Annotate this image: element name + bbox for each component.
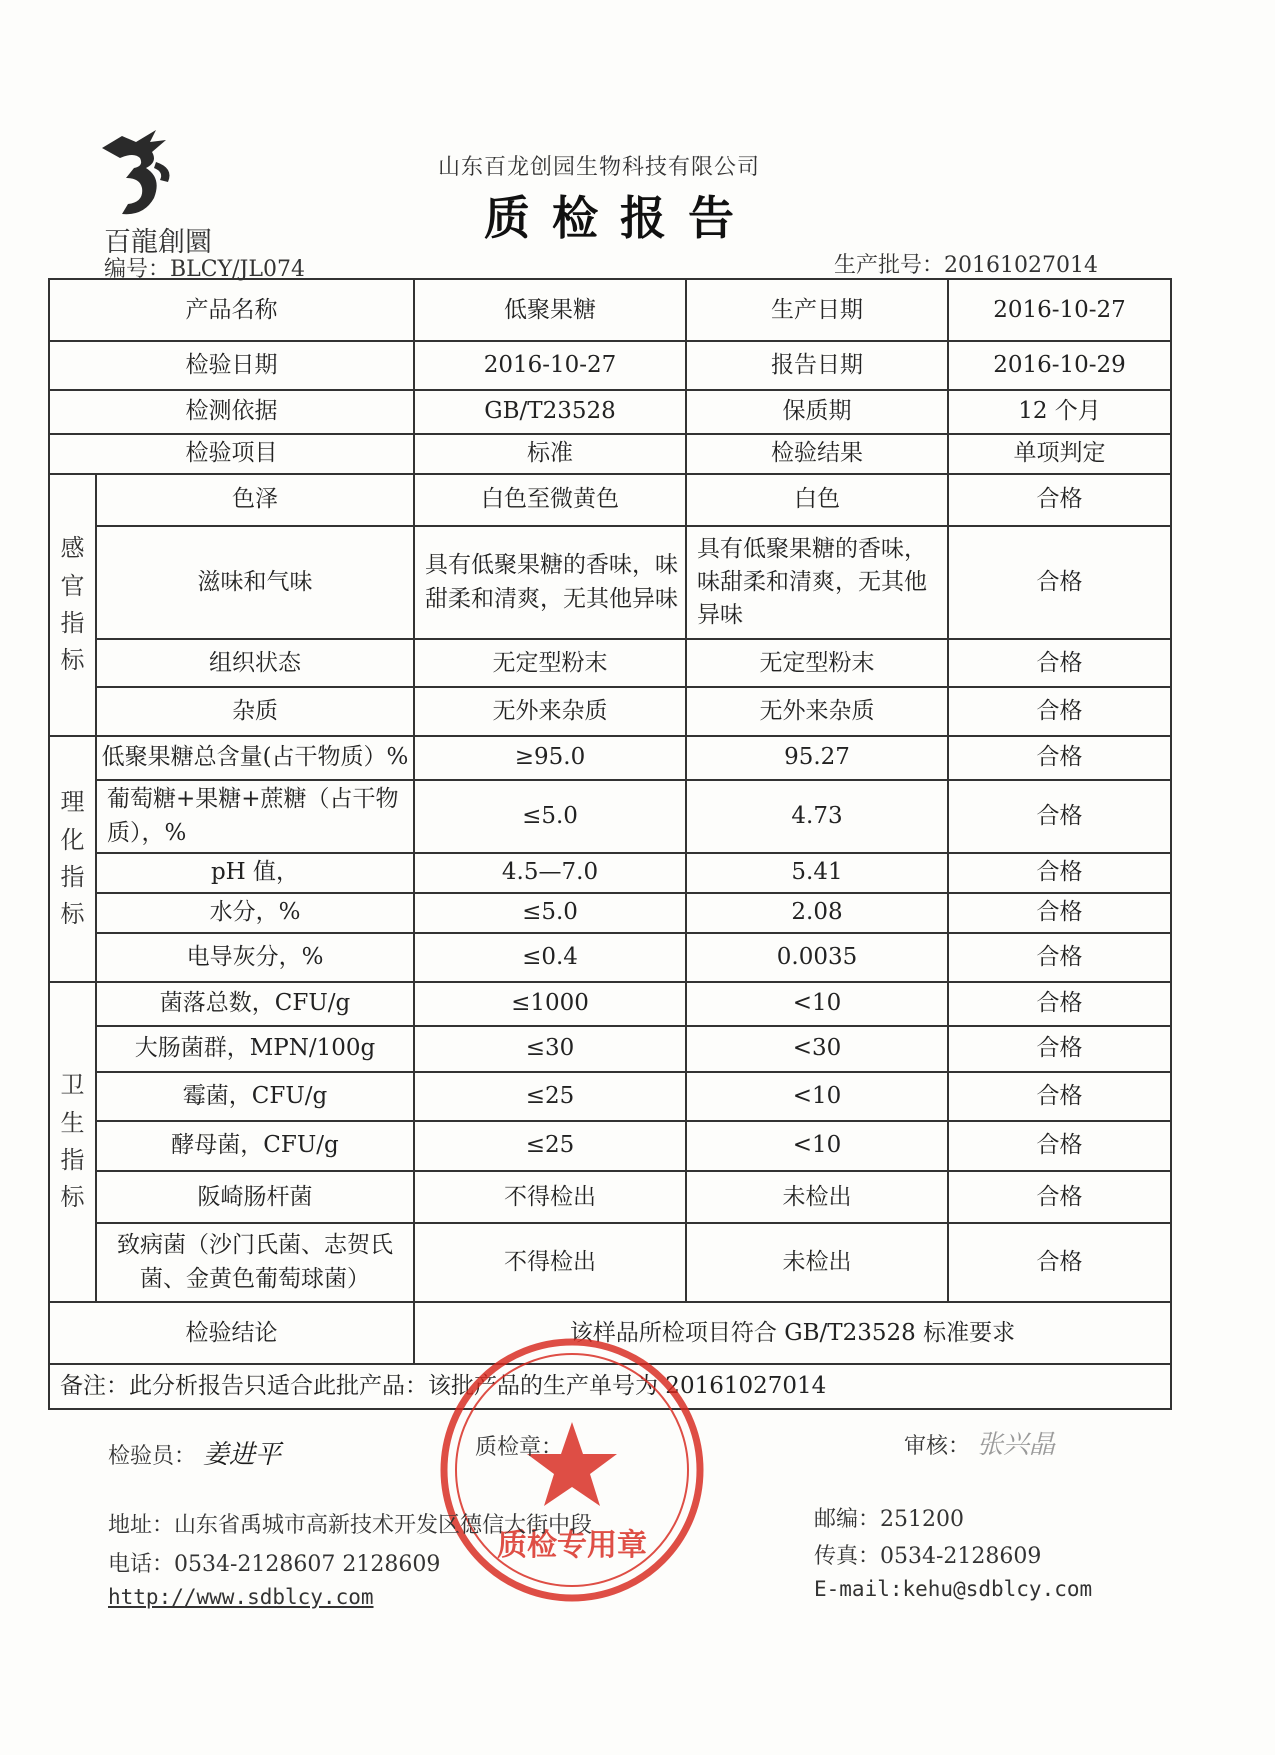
table-row: [49, 1121, 1171, 1171]
standard-value: 不得检出: [414, 1223, 686, 1302]
inspection-date-label: 检验日期: [49, 341, 414, 389]
item-name: 致病菌（沙门氏菌、志贺氏菌、金黄色葡萄球菌）: [96, 1223, 414, 1302]
standard-value: 4.5—7.0: [414, 853, 686, 893]
item-name: 滋味和气味: [96, 526, 414, 639]
standard-value: ≤25: [414, 1121, 686, 1171]
table-row: [49, 933, 1171, 981]
judgment-value: 合格: [948, 1223, 1171, 1302]
result-value: 无外来杂质: [686, 687, 948, 735]
report-code-label: 编号：: [104, 257, 171, 282]
item-name: 低聚果糖总含量(占干物质）%: [96, 736, 414, 780]
conclusion-label: 检验结论: [49, 1302, 414, 1364]
report-code-value: BLCY/JL074: [170, 257, 305, 282]
column-header-result: 检验结果: [686, 434, 948, 474]
table-row: [49, 780, 1171, 853]
standard-value: 不得检出: [414, 1171, 686, 1223]
result-value: 具有低聚果糖的香味，味甜柔和清爽，无其他异味: [686, 526, 948, 639]
result-value: 5.41: [686, 853, 948, 893]
table-row: [49, 526, 1171, 639]
quality-stamp-icon: [432, 1330, 712, 1610]
table-row: [49, 1072, 1171, 1120]
result-value: 白色: [686, 474, 948, 526]
judgment-value: 合格: [948, 1026, 1171, 1072]
item-name: 菌落总数，CFU/g: [96, 982, 414, 1026]
table-row: [49, 853, 1171, 893]
footer-fax: 传真：0534-2128609: [814, 1544, 1042, 1569]
judgment-value: 合格: [948, 687, 1171, 735]
reviewer-label: 审核：: [904, 1434, 971, 1459]
qc-stamp-label: 质检章：: [475, 1435, 564, 1460]
table-row: [49, 1223, 1171, 1302]
standard-value: ≥95.0: [414, 736, 686, 780]
judgment-value: 合格: [948, 1072, 1171, 1120]
item-name: 酵母菌，CFU/g: [96, 1121, 414, 1171]
item-name: 电导灰分，%: [96, 933, 414, 981]
judgment-value: 合格: [948, 639, 1171, 687]
footer-email[interactable]: E-mail:kehu@sdblcy.com: [814, 1577, 1093, 1601]
standard-value: 具有低聚果糖的香味，味甜柔和清爽，无其他异味: [414, 526, 686, 639]
table-row: [49, 893, 1171, 933]
standard-value: ≤5.0: [414, 780, 686, 853]
remark-text: 备注：此分析报告只适合此批产品：该批产品的生产单号为 20161027014: [49, 1364, 1171, 1409]
production-date-value: 2016-10-27: [948, 279, 1171, 341]
inspector-label: 检验员：: [108, 1444, 197, 1469]
item-name: 组织状态: [96, 639, 414, 687]
judgment-value: 合格: [948, 780, 1171, 853]
table-header-row: [49, 434, 1171, 474]
report-date-label: 报告日期: [686, 341, 948, 389]
shelf-life-label: 保质期: [686, 390, 948, 434]
company-logo-icon: [100, 128, 220, 220]
judgment-value: 合格: [948, 474, 1171, 526]
item-name: 色泽: [96, 474, 414, 526]
table-row: [49, 639, 1171, 687]
footer-address: 地址：山东省禹城市高新技术开发区德信大街中段: [108, 1513, 593, 1538]
result-value: <10: [686, 982, 948, 1026]
judgment-value: 合格: [948, 736, 1171, 780]
footer-phone: 电话：0534-2128607 2128609: [108, 1552, 441, 1577]
item-name: 葡萄糖+果糖+蔗糖（占干物质），%: [96, 780, 414, 853]
logo-text: 百龍創圜: [104, 227, 212, 258]
table-row: [49, 474, 1171, 526]
standard-value: 无定型粉末: [414, 639, 686, 687]
batch-number-label: 生产批号：: [834, 253, 945, 278]
item-name: 大肠菌群，MPN/100g: [96, 1026, 414, 1072]
column-header-standard: 标准: [414, 434, 686, 474]
inspection-table: [48, 278, 1172, 1410]
result-value: 95.27: [686, 736, 948, 780]
company-name: 山东百龙创园生物科技有限公司: [438, 155, 761, 180]
table-row: [49, 736, 1171, 780]
reviewer: [904, 1424, 1055, 1461]
result-value: 未检出: [686, 1171, 948, 1223]
table-row: [49, 687, 1171, 735]
batch-number-value: 20161027014: [944, 253, 1098, 278]
group-label-text: 卫生指标: [60, 1071, 85, 1211]
standard-value: ≤5.0: [414, 893, 686, 933]
judgment-value: 合格: [948, 853, 1171, 893]
footer-website-link[interactable]: http://www.sdblcy.com: [108, 1585, 374, 1609]
column-header-item: 检验项目: [49, 434, 414, 474]
judgment-value: 合格: [948, 982, 1171, 1026]
product-name-value: 低聚果糖: [414, 279, 686, 341]
table-row: [49, 341, 1171, 389]
product-name-label: 产品名称: [49, 279, 414, 341]
inspector: [108, 1434, 281, 1471]
production-date-label: 生产日期: [686, 279, 948, 341]
standard-value: 白色至微黄色: [414, 474, 686, 526]
item-name: 霉菌，CFU/g: [96, 1072, 414, 1120]
table-row: [49, 982, 1171, 1026]
batch-number: [834, 248, 1098, 279]
table-row: [49, 279, 1171, 341]
judgment-value: 合格: [948, 1121, 1171, 1171]
group-label-hygiene: [49, 982, 96, 1302]
inspection-date-value: 2016-10-27: [414, 341, 686, 389]
stamp-text: 质检专用章: [497, 1528, 647, 1563]
report-date-value: 2016-10-29: [948, 341, 1171, 389]
item-name: pH 值，: [96, 853, 414, 893]
table-row: [49, 1026, 1171, 1072]
table-row: [49, 390, 1171, 434]
basis-value: GB/T23528: [414, 390, 686, 434]
footer-postcode: 邮编：251200: [814, 1507, 964, 1532]
result-value: <30: [686, 1026, 948, 1072]
judgment-value: 合格: [948, 526, 1171, 639]
item-name: 杂质: [96, 687, 414, 735]
judgment-value: 合格: [948, 893, 1171, 933]
group-label-sensory: [49, 474, 96, 736]
table-row: [49, 1171, 1171, 1223]
column-header-judgment: 单项判定: [948, 434, 1171, 474]
report-title: 质检报告: [484, 191, 756, 245]
group-label-physchem: [49, 736, 96, 982]
basis-label: 检测依据: [49, 390, 414, 434]
item-name: 水分，%: [96, 893, 414, 933]
conclusion-text: 该样品所检项目符合 GB/T23528 标准要求: [414, 1302, 1171, 1364]
judgment-value: 合格: [948, 1171, 1171, 1223]
result-value: <10: [686, 1072, 948, 1120]
shelf-life-value: 12 个月: [948, 390, 1171, 434]
result-value: 2.08: [686, 893, 948, 933]
group-label-text: 理化指标: [60, 788, 85, 928]
standard-value: ≤30: [414, 1026, 686, 1072]
reviewer-signature: 张兴晶: [977, 1430, 1056, 1460]
result-value: 0.0035: [686, 933, 948, 981]
standard-value: 无外来杂质: [414, 687, 686, 735]
standard-value: ≤0.4: [414, 933, 686, 981]
judgment-value: 合格: [948, 933, 1171, 981]
result-value: 4.73: [686, 780, 948, 853]
standard-value: ≤1000: [414, 982, 686, 1026]
group-label-text: 感官指标: [60, 534, 85, 674]
item-name: 阪崎肠杆菌: [96, 1171, 414, 1223]
standard-value: ≤25: [414, 1072, 686, 1120]
result-value: 无定型粉末: [686, 639, 948, 687]
result-value: 未检出: [686, 1223, 948, 1302]
result-value: <10: [686, 1121, 948, 1171]
inspector-signature: 姜进平: [203, 1440, 282, 1470]
